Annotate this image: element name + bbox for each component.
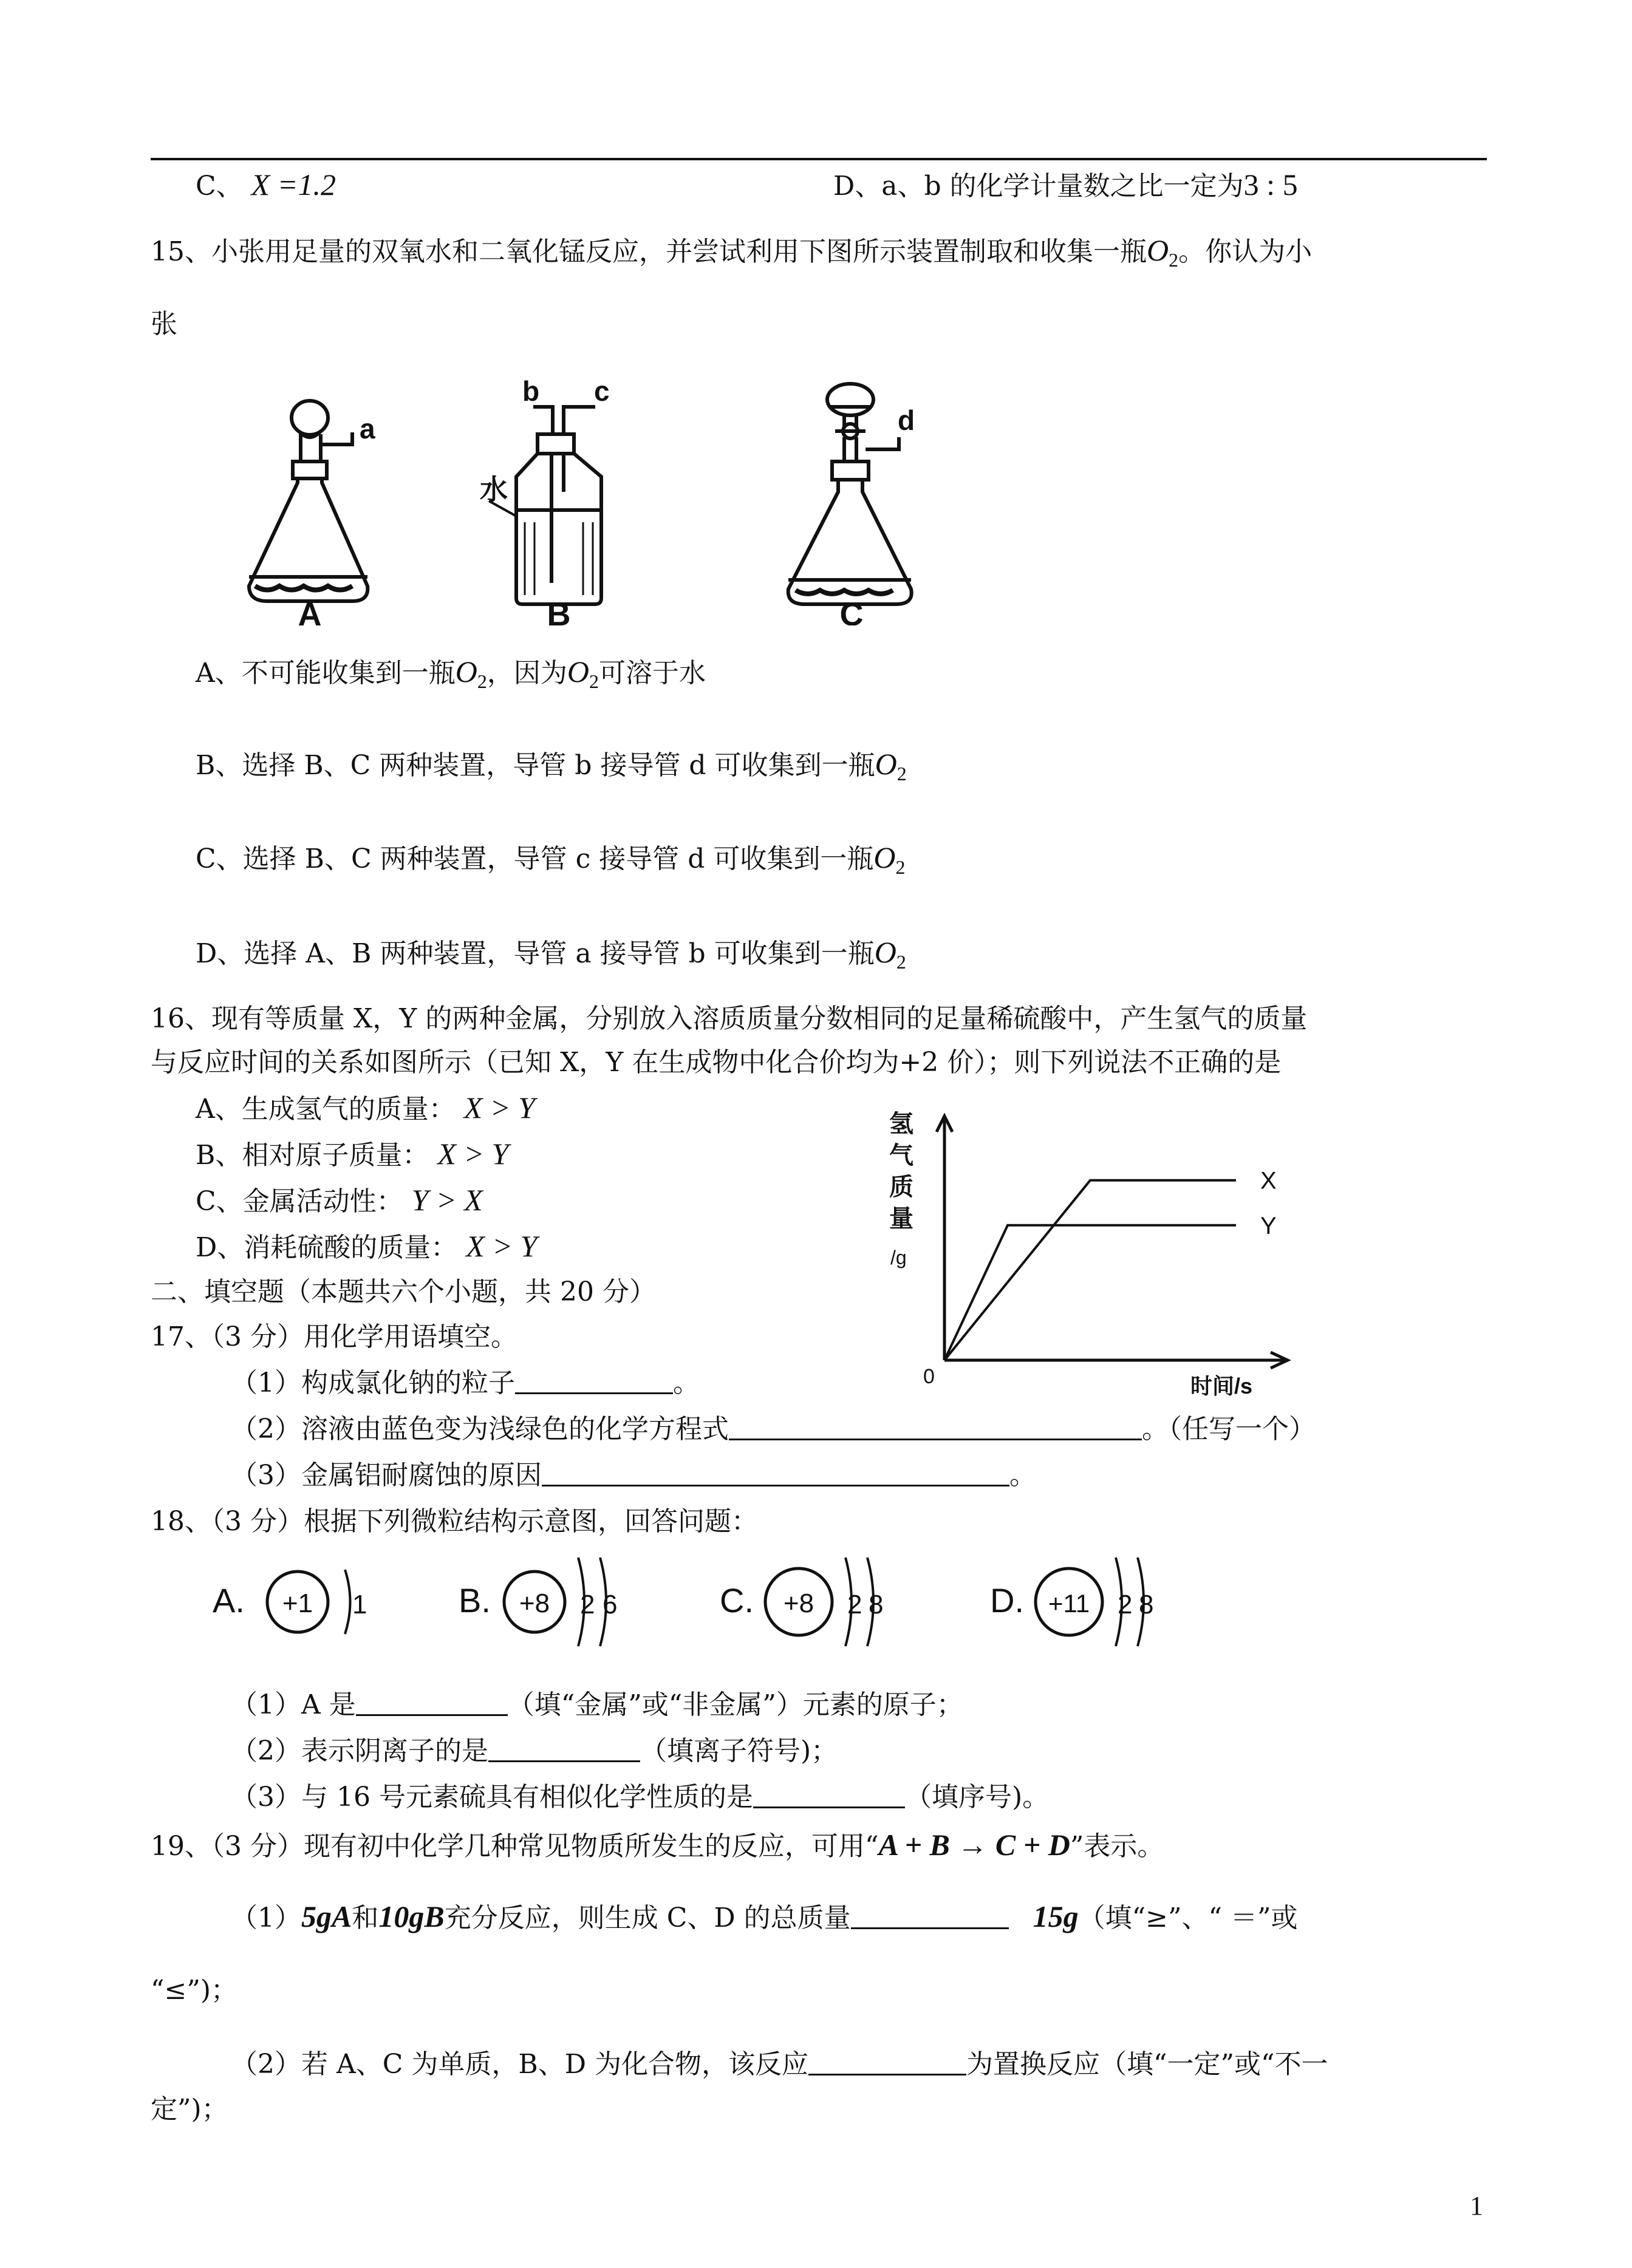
q16-stem-line2: 与反应时间的关系如图所示（已知 X，Y 在生成物中化合价均为+2 价）；则下列说法不正确的是 bbox=[151, 1047, 1282, 1078]
q17-item-1: （1）构成氯化钠的粒子 。 bbox=[231, 1367, 700, 1398]
answer-blank[interactable] bbox=[488, 1736, 640, 1762]
q15-option-c: C、选择 B、C 两种装置，导管 c 接导管 d 可收集到一瓶$O_2$ bbox=[196, 840, 906, 878]
q19-item-1-line2: “≤”)； bbox=[151, 1975, 238, 2006]
flask-a-icon bbox=[249, 401, 367, 601]
y-axis-label-char: 量 bbox=[889, 1205, 913, 1232]
shell-count: 8 bbox=[1139, 1590, 1154, 1619]
tube-label-b: b bbox=[522, 375, 540, 407]
answer-blank[interactable] bbox=[808, 2049, 966, 2076]
nucleus-charge-d: +11 bbox=[1048, 1589, 1090, 1618]
hydrogen-mass-chart bbox=[887, 1105, 1312, 1421]
origin-label: 0 bbox=[923, 1365, 935, 1388]
q15-option-d: D、选择 A、B 两种装置，导管 a 接导管 b 可收集到一瓶$O_2$ bbox=[196, 935, 906, 973]
series-label-x: X bbox=[1260, 1167, 1277, 1194]
q17-stem: 17、（3 分）用化学用语填空。 bbox=[151, 1321, 517, 1352]
q19-item-1: （1）5gA和10gB充分反应，则生成 C、D 的总质量 15g（填“≥”、“ ＝”或 bbox=[231, 1899, 1298, 1933]
q15-stem-line2: 张 bbox=[151, 308, 177, 339]
tube-label-a: a bbox=[360, 413, 375, 444]
shell-count: 2 bbox=[1118, 1590, 1133, 1619]
q16-option-c: C、金属活动性： Y > X bbox=[196, 1183, 483, 1217]
o2-formula: $O_2$ bbox=[873, 840, 906, 878]
shell-count: 8 bbox=[869, 1590, 884, 1619]
answer-blank[interactable] bbox=[729, 1414, 1142, 1440]
q17-item-2: （2）溶液由蓝色变为浅绿色的化学方程式 。（任写一个） bbox=[231, 1414, 1316, 1445]
tube-label-c: c bbox=[594, 375, 610, 407]
nucleus-charge-c: +8 bbox=[783, 1589, 814, 1618]
q15-stem-part1: 15、小张用足量的双氧水和二氧化锰反应，并尝试利用下图所示装置制取和收集一瓶 bbox=[151, 236, 1147, 267]
q18-stem: 18、（3 分）根据下列微粒结构示意图，回答问题： bbox=[151, 1506, 758, 1537]
series-label-y: Y bbox=[1260, 1212, 1277, 1239]
q14-option-c-expr: X =1.2 bbox=[251, 168, 336, 202]
answer-blank[interactable] bbox=[753, 1782, 905, 1808]
shell-count: 2 bbox=[580, 1590, 595, 1619]
o2-formula: $O_2$ bbox=[874, 935, 906, 973]
q15-stem-part2: 。你认为小 bbox=[1178, 236, 1313, 267]
q18-item-3: （3）与 16 号元素硫具有相似化学性质的是 （填序号)。 bbox=[231, 1782, 1050, 1813]
diagram-label-c: C. bbox=[720, 1581, 754, 1619]
shell-count: 6 bbox=[603, 1590, 618, 1619]
apparatus-figure bbox=[231, 370, 984, 625]
q14-option-d bbox=[833, 168, 1298, 203]
q15-stem bbox=[151, 233, 1312, 277]
q18-item-1: （1）A 是 （填“金属”或“非金属”）元素的原子； bbox=[231, 1689, 963, 1720]
diagram-label-a: A. bbox=[213, 1581, 245, 1619]
header-rule bbox=[151, 158, 1487, 160]
q17-item-3: （3）金属铝耐腐蚀的原因 。 bbox=[231, 1460, 1036, 1491]
q14-option-d-text: D、a、b 的化学计量数之比一定为 bbox=[833, 171, 1244, 202]
shell-arc-icon bbox=[345, 1570, 350, 1634]
page-number: 1 bbox=[1470, 2191, 1483, 2221]
o2-formula: $O_2$ bbox=[1147, 233, 1179, 271]
q19-item-2: （2）若 A、C 为单质，B、D 为化合物，该反应 为置换反应（填“一定”或“不一 bbox=[231, 2049, 1328, 2080]
answer-blank[interactable] bbox=[515, 1368, 673, 1394]
q14-option-c-prefix: C、 bbox=[196, 171, 243, 202]
q18-item-2: （2）表示阴离子的是 （填离子符号)； bbox=[231, 1735, 838, 1766]
q14-option-c bbox=[196, 168, 336, 203]
diagram-label-d: D. bbox=[990, 1581, 1024, 1619]
flask-c-icon bbox=[788, 384, 912, 604]
nucleus-charge-b: +8 bbox=[519, 1589, 550, 1618]
shell-count: 2 bbox=[847, 1590, 862, 1619]
apparatus-label-b: B bbox=[547, 596, 571, 625]
q14-option-d-ratio: 3 : 5 bbox=[1243, 168, 1298, 202]
y-axis-unit: /g bbox=[890, 1247, 907, 1269]
o2-formula: $O_2$ bbox=[455, 655, 487, 692]
q15-option-a: A、不可能收集到一瓶$O_2$，因为$O_2$可溶于水 bbox=[196, 655, 706, 692]
series-line-y bbox=[944, 1225, 1236, 1360]
q19-item-2-line2: 定”)； bbox=[151, 2094, 228, 2125]
diagram-label-b: B. bbox=[459, 1581, 491, 1619]
x-axis-label: 时间/s bbox=[1190, 1374, 1253, 1398]
shell-count: 1 bbox=[352, 1590, 367, 1619]
q15-option-b: B、选择 B、C 两种装置，导管 b 接导管 d 可收集到一瓶$O_2$ bbox=[196, 747, 907, 785]
tube-label-d: d bbox=[898, 404, 915, 436]
q19-stem: 19、（3 分）现有初中化学几种常见物质所发生的反应，可用“A + B → C + D”表示。 bbox=[151, 1828, 1164, 1862]
water-label: 水 bbox=[480, 474, 508, 505]
answer-blank[interactable] bbox=[851, 1903, 1009, 1929]
nucleus-charge-a: +1 bbox=[282, 1589, 313, 1618]
o2-formula: $O_2$ bbox=[567, 655, 599, 692]
answer-blank[interactable] bbox=[356, 1690, 508, 1716]
q16-option-a: A、生成氢气的质量： X > Y bbox=[196, 1091, 535, 1125]
section-2-heading: 二、填空题（本题共六个小题，共 20 分） bbox=[151, 1276, 656, 1307]
y-axis-label-char: 气 bbox=[889, 1142, 913, 1169]
q16-stem-line1: 16、现有等质量 X，Y 的两种金属，分别放入溶质质量分数相同的足量稀硫酸中，产生氢气的质量 bbox=[151, 1003, 1308, 1034]
apparatus-label-a: A bbox=[298, 596, 322, 625]
o2-formula: $O_2$ bbox=[875, 747, 907, 785]
atomic-structure-diagrams bbox=[207, 1545, 1239, 1661]
series-line-x bbox=[944, 1180, 1236, 1360]
q16-option-d: D、消耗硫酸的质量： X > Y bbox=[196, 1229, 538, 1263]
bottle-b-icon bbox=[489, 407, 601, 604]
y-axis-label-char: 氢 bbox=[889, 1111, 913, 1137]
reaction-equation: A + B → C + D bbox=[878, 1828, 1070, 1862]
q16-option-b: B、相对原子质量： X > Y bbox=[196, 1137, 509, 1171]
y-axis-label-char: 质 bbox=[889, 1174, 913, 1200]
apparatus-label-c: C bbox=[839, 596, 864, 625]
answer-blank[interactable] bbox=[542, 1460, 1009, 1486]
